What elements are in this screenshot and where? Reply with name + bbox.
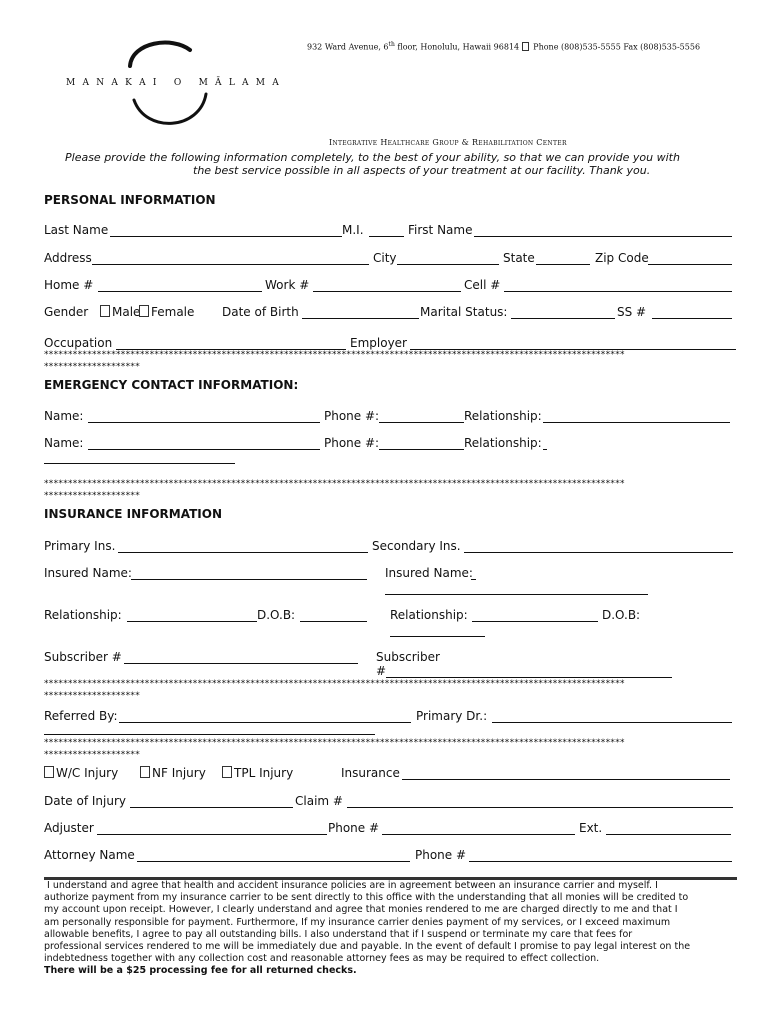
insurance-heading: INSURANCE INFORMATION	[44, 507, 222, 521]
ins-relationship-field-2[interactable]	[472, 621, 598, 622]
address-field[interactable]	[92, 264, 369, 265]
zip-field[interactable]	[648, 264, 732, 265]
separator-stars-short: ********************	[44, 491, 140, 501]
personal-info-heading: PERSONAL INFORMATION	[44, 193, 216, 207]
ins-dob-label-2: D.O.B:	[602, 608, 641, 622]
dob-field[interactable]	[302, 318, 419, 319]
referred-by-field-cont[interactable]	[44, 734, 375, 735]
emergency-name-label-1: Name:	[44, 409, 84, 423]
wc-injury-checkbox[interactable]	[44, 766, 54, 778]
insured-name-field-1[interactable]	[131, 579, 367, 580]
adjuster-phone-label: Phone #	[328, 821, 380, 835]
ins-dob-field-1[interactable]	[300, 621, 367, 622]
primary-dr-field[interactable]	[492, 722, 732, 723]
date-of-injury-label: Date of Injury	[44, 794, 126, 808]
emergency-phone-label-1: Phone #:	[324, 409, 380, 423]
male-checkbox[interactable]	[100, 305, 110, 317]
tpl-injury-option[interactable]: TPL Injury	[222, 766, 293, 780]
marital-status-label: Marital Status:	[420, 305, 508, 319]
date-of-injury-field[interactable]	[130, 807, 293, 808]
mi-field[interactable]	[369, 236, 404, 237]
attorney-name-label: Attorney Name	[44, 848, 135, 862]
separator-stars: *************************************************************************************************************************	[44, 738, 625, 748]
separator-stars: *************************************************************************************************************************	[44, 350, 625, 360]
last-name-field[interactable]	[110, 236, 342, 237]
agreement-line: I understand and agree that health and accident insurance policies are in agreement between an insurance carrier and myself. I	[44, 880, 658, 891]
insured-name-label-2: Insured Name:	[385, 566, 473, 580]
city-label: City	[373, 251, 397, 265]
phone-icon	[522, 42, 529, 51]
agreement-line: authorize payment from my insurance carrier to be sent directly to this office with the understanding that all monies will be credited to	[44, 892, 689, 904]
attorney-name-field[interactable]	[137, 861, 410, 862]
emergency-name-field-1[interactable]	[88, 422, 320, 423]
separator-stars: *************************************************************************************************************************	[44, 679, 625, 689]
agreement-line: professional services rendered to me will be immediately due and payable. In the event of default I promise to pay legal interest on the	[44, 941, 691, 953]
clinic-subtitle: Integrative Healthcare Group & Rehabilitation Center	[329, 138, 567, 147]
emergency-phone-field-1[interactable]	[379, 422, 464, 423]
returned-check-fee: There will be a $25 processing fee for all returned checks.	[44, 965, 357, 977]
city-field[interactable]	[397, 264, 499, 265]
home-phone-label: Home #	[44, 278, 94, 292]
dob-label: Date of Birth	[222, 305, 299, 319]
gender-male-option[interactable]: Male	[100, 305, 140, 319]
mi-label: M.I.	[342, 223, 364, 237]
emergency-relationship-field-1[interactable]	[543, 422, 730, 423]
separator-stars: *************************************************************************************************************************	[44, 479, 625, 489]
female-checkbox[interactable]	[139, 305, 149, 317]
referred-by-field[interactable]	[119, 722, 411, 723]
attorney-phone-field[interactable]	[469, 861, 732, 862]
ss-label: SS #	[617, 305, 647, 319]
subscriber-field-2[interactable]	[386, 677, 672, 678]
separator-stars-short: ********************	[44, 750, 140, 760]
claim-field[interactable]	[347, 807, 733, 808]
emergency-phone-field-2[interactable]	[379, 449, 464, 450]
emergency-heading: EMERGENCY CONTACT INFORMATION:	[44, 378, 299, 392]
intro-text-line2: the best service possible in all aspects of your treatment at our facility. Thank you.	[193, 164, 651, 177]
logo-wordmark: M A N A K A I O M Ā L A M A	[66, 78, 281, 88]
first-name-field[interactable]	[474, 236, 732, 237]
ins-dob-label-1: D.O.B:	[257, 608, 296, 622]
wc-injury-option[interactable]: W/C Injury	[44, 766, 118, 780]
work-phone-label: Work #	[265, 278, 310, 292]
emergency-phone-label-2: Phone #:	[324, 436, 380, 450]
gender-label: Gender	[44, 305, 89, 319]
agreement-line: am personally responsible for payment. Furthermore, If my insurance carrier denies payment of my services, or I exceed maximum	[44, 916, 671, 928]
emergency-relationship-field-2-cont[interactable]	[44, 463, 235, 464]
subscriber-label-1: Subscriber #	[44, 650, 122, 664]
intro-text-line1: Please provide the following information completely, to the best of your ability, so that we can provide you with	[65, 151, 680, 164]
injury-insurance-field[interactable]	[402, 779, 730, 780]
referred-by-label: Referred By:	[44, 709, 118, 723]
ext-field[interactable]	[606, 834, 731, 835]
ss-field[interactable]	[652, 318, 732, 319]
tpl-injury-checkbox[interactable]	[222, 766, 232, 778]
state-field[interactable]	[536, 264, 590, 265]
cell-phone-field[interactable]	[504, 291, 732, 292]
separator-stars-short: ********************	[44, 691, 140, 701]
last-name-label: Last Name	[44, 223, 109, 237]
adjuster-phone-field[interactable]	[382, 834, 575, 835]
employer-label: Employer	[350, 336, 407, 350]
primary-ins-label: Primary Ins.	[44, 539, 116, 553]
clinic-address: 932 Ward Avenue, 6th floor, Honolulu, Hawaii 96814 Phone (808)535-5555 Fax (808)535-5556	[307, 41, 701, 52]
agreement-line: allowable benefits, I agree to pay all outstanding bills. I also understand that if I suspend or terminate my care that fees for	[44, 928, 633, 940]
zip-label: Zip Code	[595, 251, 649, 265]
subscriber-label-2: Subscriber	[376, 650, 440, 664]
primary-ins-field[interactable]	[118, 552, 368, 553]
claim-label: Claim #	[295, 794, 343, 808]
marital-status-field[interactable]	[511, 318, 615, 319]
address-label: Address	[44, 251, 92, 265]
adjuster-field[interactable]	[97, 834, 327, 835]
ext-label: Ext.	[579, 821, 603, 835]
state-label: State	[503, 251, 535, 265]
adjuster-label: Adjuster	[44, 821, 94, 835]
ins-relationship-label-2: Relationship:	[390, 608, 468, 622]
work-phone-field[interactable]	[313, 291, 461, 292]
nf-injury-option[interactable]: NF Injury	[140, 766, 206, 780]
emergency-relationship-label-2: Relationship:	[464, 436, 542, 450]
ins-relationship-label-1: Relationship:	[44, 608, 122, 622]
subscriber-field-1[interactable]	[124, 663, 358, 664]
emergency-name-field-2[interactable]	[88, 449, 320, 450]
attorney-phone-label: Phone #	[415, 848, 467, 862]
ins-dob-field-2[interactable]	[390, 636, 485, 637]
secondary-ins-field[interactable]	[464, 552, 733, 553]
agreement-text	[44, 880, 690, 978]
ins-relationship-field-1[interactable]	[127, 621, 257, 622]
gender-female-option[interactable]: Female	[139, 305, 194, 319]
occupation-label: Occupation	[44, 336, 113, 350]
home-phone-field[interactable]	[98, 291, 262, 292]
primary-dr-label: Primary Dr.:	[416, 709, 488, 723]
emergency-name-label-2: Name:	[44, 436, 84, 450]
separator-stars-short: ********************	[44, 362, 140, 372]
agreement-line: my account upon receipt. However, I clearly understand and agree that monies rendered to me are charged directly to me and that I	[44, 904, 678, 916]
insured-name-field-2[interactable]	[471, 579, 476, 580]
secondary-ins-label: Secondary Ins.	[372, 539, 461, 553]
injury-insurance-label: Insurance	[341, 766, 400, 780]
cell-phone-label: Cell #	[464, 278, 501, 292]
agreement-line: indebtedness together with any collection cost and reasonable attorney fees as may be required to effect collection.	[44, 953, 600, 965]
emergency-relationship-field-2[interactable]	[543, 449, 547, 450]
subscriber-hash-label-2: #	[376, 664, 387, 678]
insured-name-field-2-cont[interactable]	[385, 594, 648, 595]
emergency-relationship-label-1: Relationship:	[464, 409, 542, 423]
insured-name-label-1: Insured Name:	[44, 566, 132, 580]
nf-injury-checkbox[interactable]	[140, 766, 150, 778]
first-name-label: First Name	[408, 223, 473, 237]
